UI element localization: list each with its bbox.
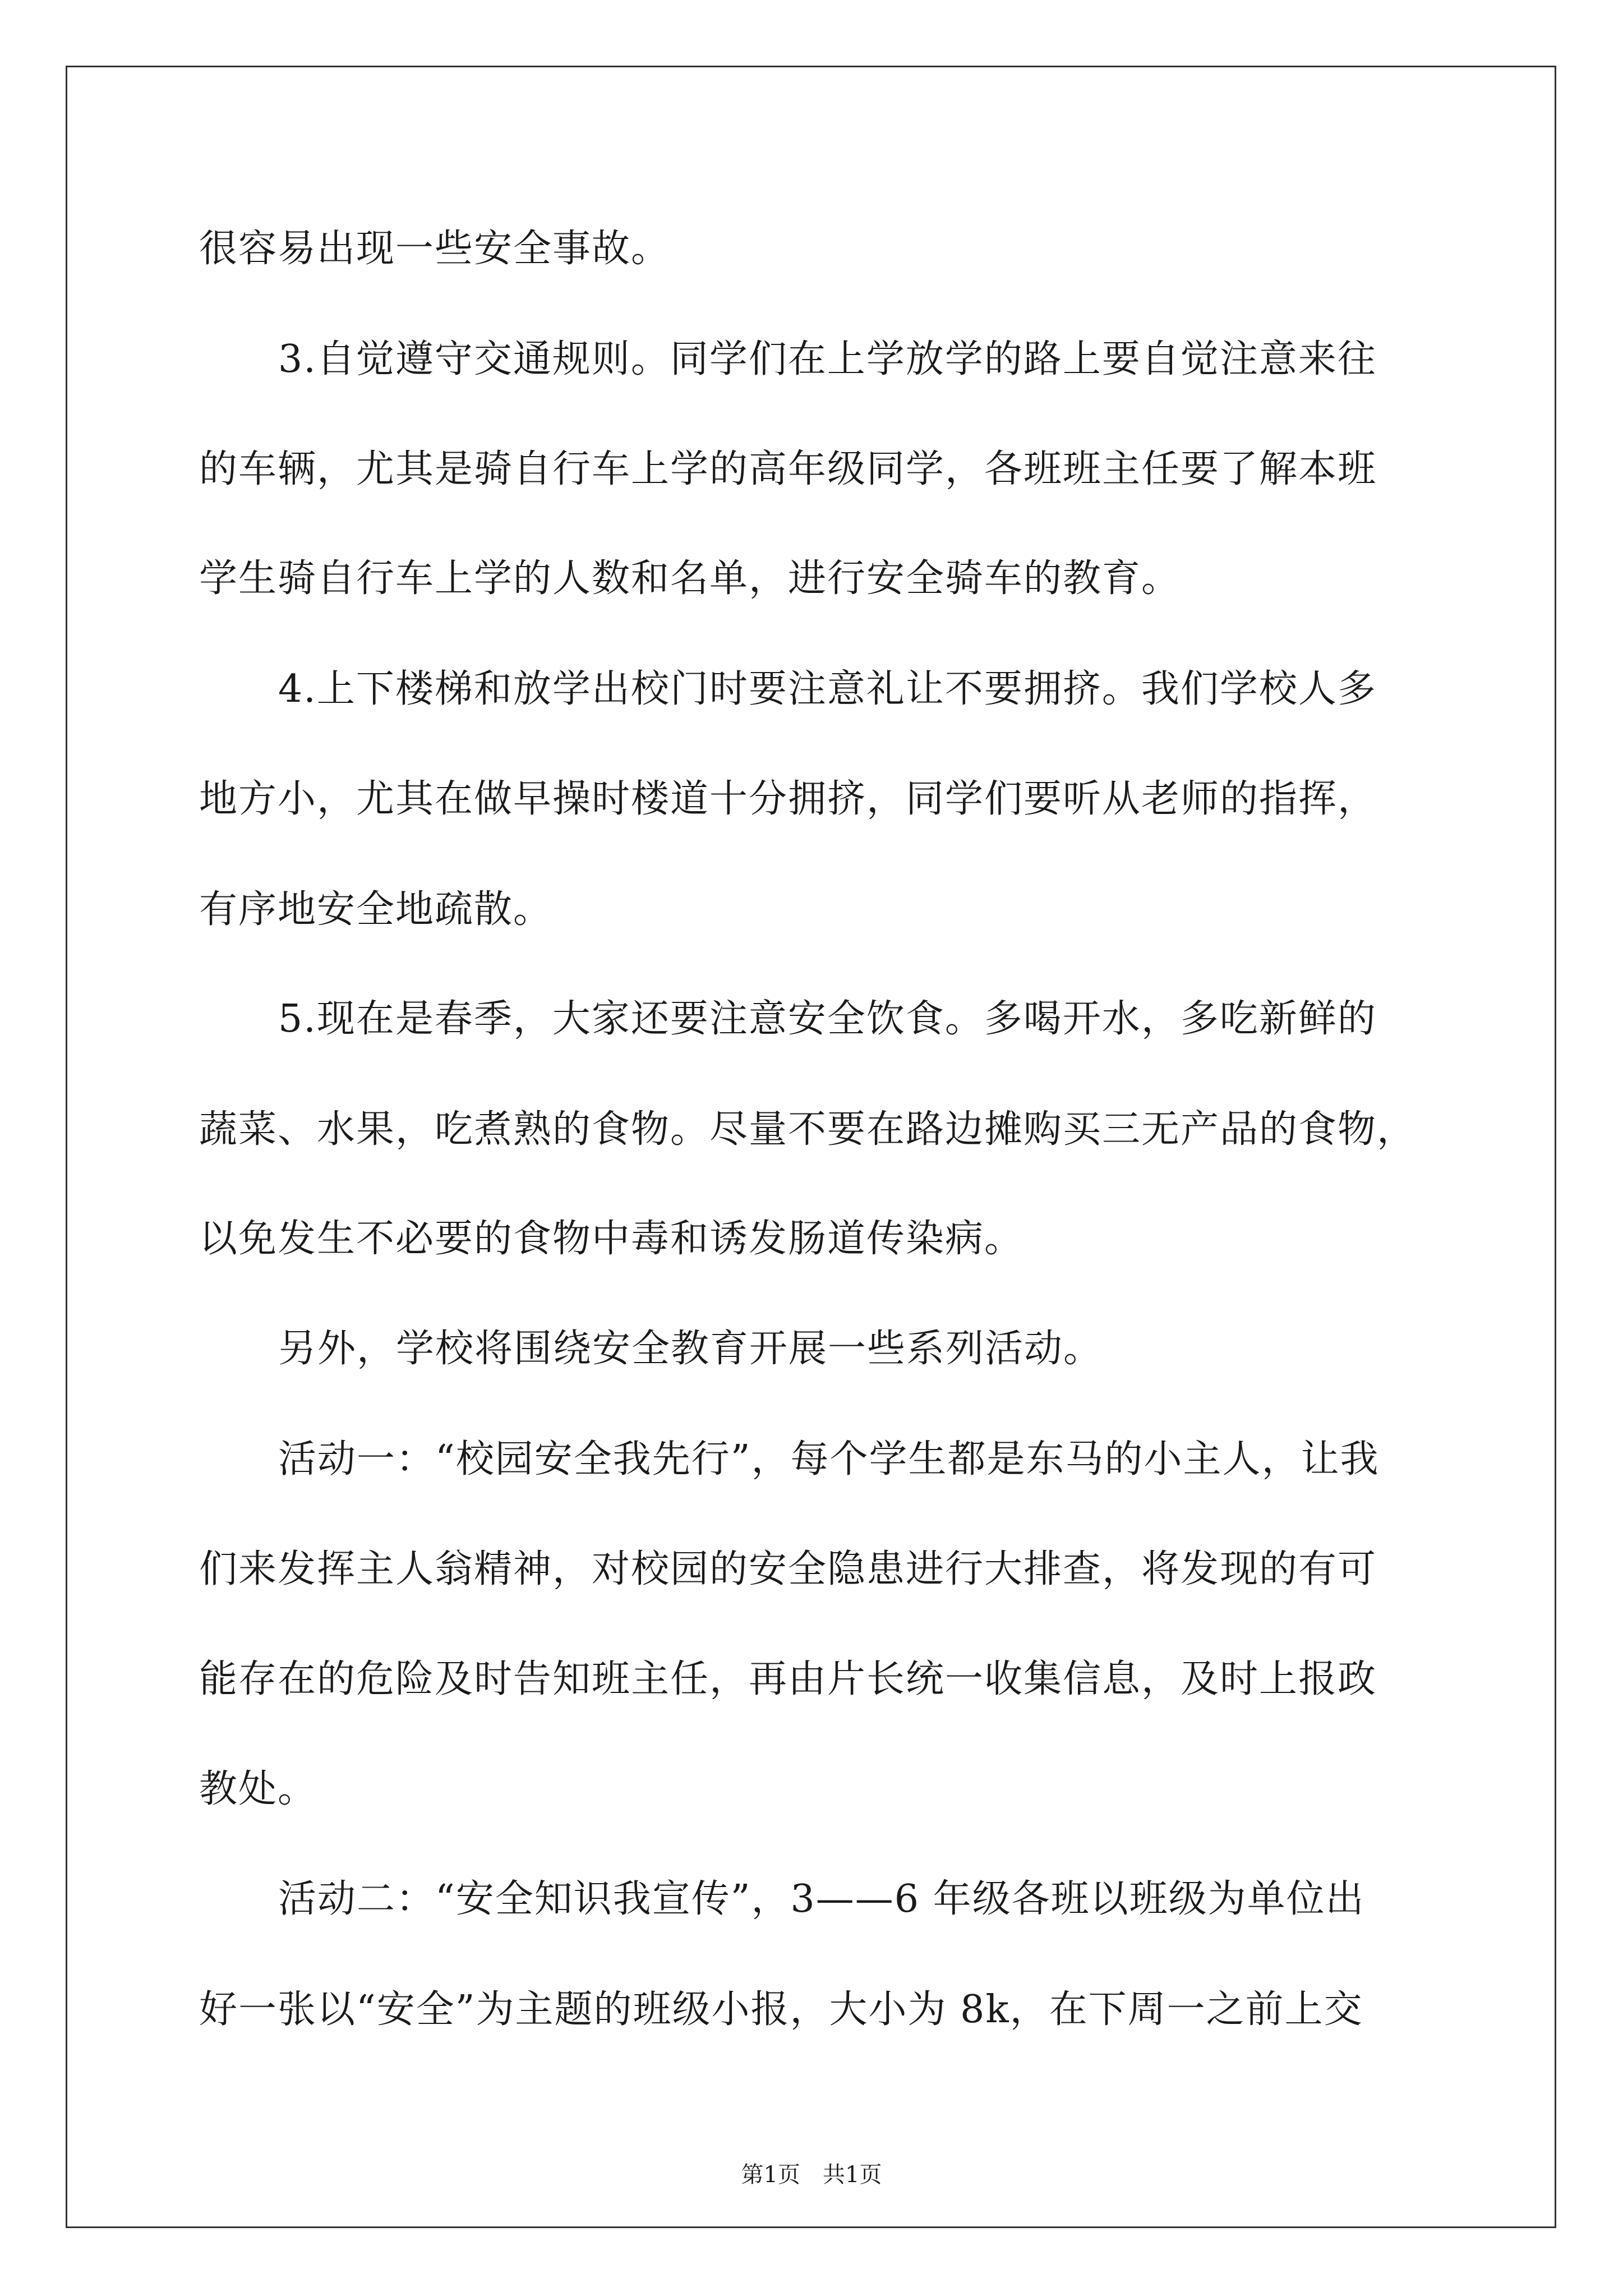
text-line: 活动二：“安全知识我宣传”，3——6 年级各班以班级为单位出 bbox=[278, 1877, 1365, 1921]
text-line: 蔬菜、水果，吃煮熟的食物。尽量不要在路边摊购买三无产品的食物， bbox=[199, 1107, 1417, 1152]
text-line: 很容易出现一些安全事故。 bbox=[199, 227, 671, 271]
text-line: 们来发挥主人翁精神，对校园的安全隐患进行大排查，将发现的有可 bbox=[199, 1547, 1377, 1591]
page-footer: 第1页 共1页 bbox=[741, 2162, 882, 2188]
text-line: 地方小，尤其在做早操时楼道十分拥挤，同学们要听从老师的指挥， bbox=[199, 777, 1377, 821]
text-line: 以免发生不必要的食物中毒和诱发肠道传染病。 bbox=[199, 1217, 1024, 1261]
text-line: 活动一：“校园安全我先行”，每个学生都是东马的小主人，让我 bbox=[278, 1437, 1380, 1481]
text-line: 好一张以“安全”为主题的班级小报，大小为 8k，在下周一之前上交 bbox=[199, 1987, 1363, 2032]
text-line: 学生骑自行车上学的人数和名单，进行安全骑车的教育。 bbox=[199, 556, 1181, 601]
text-line: 另外，学校将围绕安全教育开展一些系列活动。 bbox=[278, 1327, 1103, 1371]
text-line: 有序地安全地疏散。 bbox=[199, 887, 553, 932]
text-line: 的车辆，尤其是骑自行车上学的高年级同学，各班班主任要了解本班 bbox=[199, 447, 1377, 491]
text-line: 4.上下楼梯和放学出校门时要注意礼让不要拥挤。我们学校人多 bbox=[278, 667, 1377, 711]
text-line: 3.自觉遵守交通规则。同学们在上学放学的路上要自觉注意来往 bbox=[278, 337, 1377, 381]
text-line: 能存在的危险及时告知班主任，再由片长统一收集信息，及时上报政 bbox=[199, 1657, 1377, 1701]
text-line: 教处。 bbox=[199, 1767, 317, 1811]
text-line: 5.现在是春季，大家还要注意安全饮食。多喝开水，多吃新鲜的 bbox=[278, 997, 1377, 1041]
